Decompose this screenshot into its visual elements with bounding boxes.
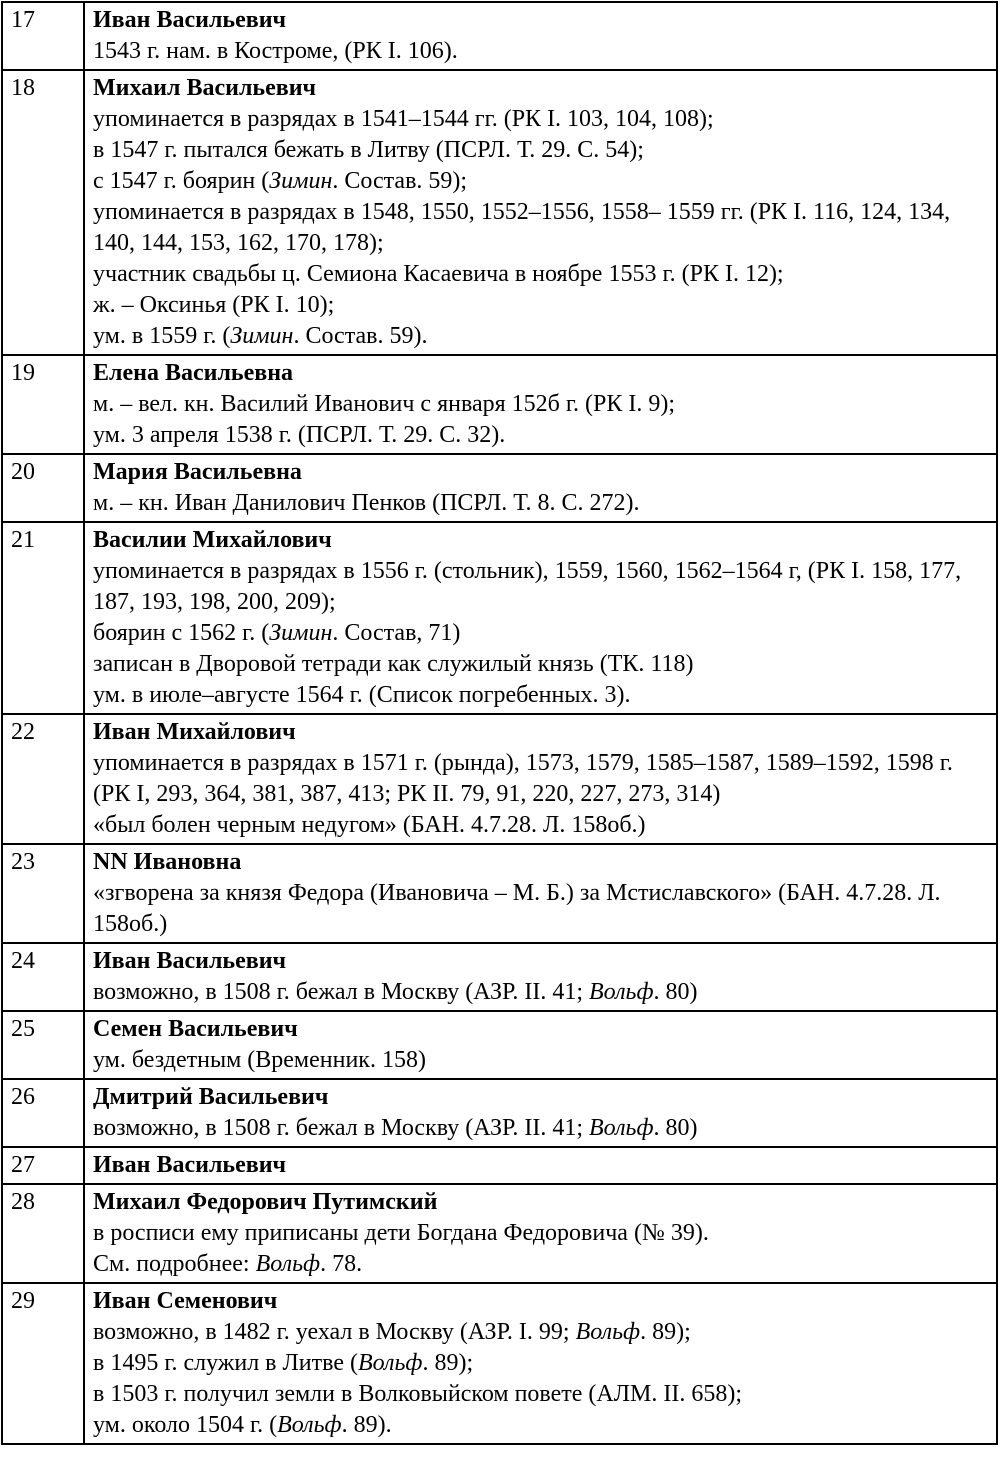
entry-line bbox=[93, 1113, 990, 1144]
entry-text: . Состав. 59). bbox=[293, 323, 428, 349]
genealogy-table-body bbox=[2, 2, 997, 1444]
entry-content bbox=[84, 844, 997, 943]
table-row bbox=[2, 1283, 997, 1444]
entry-line bbox=[93, 104, 990, 135]
entry-name: Иван Михайлович bbox=[93, 719, 296, 745]
entry-text: «был болен черным недугом» (БАН. 4.7.28. Л. 158об.) bbox=[93, 812, 646, 838]
entry-line bbox=[93, 1348, 990, 1379]
entry-text: ум. в 1559 г. ( bbox=[93, 323, 231, 349]
entry-number: 21 bbox=[2, 522, 84, 714]
citation-author: Вольф bbox=[357, 1350, 423, 1376]
entry-content bbox=[84, 1079, 997, 1147]
entry-line bbox=[93, 618, 990, 649]
entry-name: Василии Михайлович bbox=[93, 527, 332, 553]
entry-line bbox=[93, 1317, 990, 1348]
entry-name: Иван Васильевич bbox=[93, 7, 287, 33]
entry-line bbox=[93, 488, 990, 519]
entry-number: 26 bbox=[2, 1079, 84, 1147]
entry-line bbox=[93, 135, 990, 166]
entry-number: 20 bbox=[2, 454, 84, 522]
entry-text: ум. около 1504 г. ( bbox=[93, 1412, 278, 1438]
entry-line bbox=[93, 1045, 990, 1076]
entry-text: . 78. bbox=[320, 1251, 363, 1277]
entry-content bbox=[84, 2, 997, 70]
entry-number: 18 bbox=[2, 70, 84, 355]
entry-text: ум. бездетным (Временник. 158) bbox=[93, 1047, 426, 1073]
entry-name: Иван Семенович bbox=[93, 1288, 278, 1314]
table-row bbox=[2, 1184, 997, 1283]
entry-name: Иван Васильевич bbox=[93, 1152, 287, 1178]
entry-text: ж. – Оксинья (РК I. 10); bbox=[93, 292, 335, 318]
entry-content bbox=[84, 714, 997, 844]
entry-content bbox=[84, 1147, 997, 1184]
entry-text: . Состав. 59); bbox=[332, 168, 468, 194]
entry-text: ум. в июле–августе 1564 г. (Список погребенных. 3). bbox=[93, 682, 631, 708]
citation-author: Зимин bbox=[269, 620, 333, 646]
entry-text: . 80) bbox=[653, 1115, 698, 1141]
entry-line bbox=[93, 810, 990, 841]
entry-number: 27 bbox=[2, 1147, 84, 1184]
citation-author: Вольф bbox=[277, 1412, 342, 1438]
entry-name: NN Ивановна bbox=[93, 849, 242, 875]
entry-text: «згворена за князя Федора (Ивановича – М. Б.) за Мстиславского» (БАН. 4.7.28. Л. 158об.) bbox=[93, 880, 941, 937]
entry-text: м. – кн. Иван Данилович Пенков (ПСРЛ. Т. 8. С. 272). bbox=[93, 490, 640, 516]
entry-text: упоминается в разрядах в 1571 г. (рында), 1573, 1579, 1585–1587, 1589–1592, 1598 г. (РК I, 293, 364, 381, 387, 413; РК II. 79, 91, 220, 227, 273, 314) bbox=[93, 750, 953, 807]
entry-line bbox=[93, 321, 990, 352]
table-row bbox=[2, 355, 997, 454]
entry-line bbox=[93, 878, 990, 940]
entry-text: в 1503 г. получил земли в Волковыйском повете (АЛМ. II. 658); bbox=[93, 1381, 742, 1407]
entry-line bbox=[93, 259, 990, 290]
entry-content bbox=[84, 355, 997, 454]
table-row bbox=[2, 943, 997, 1011]
entry-name: Михаил Федорович Путимский bbox=[93, 1189, 438, 1215]
entry-line bbox=[93, 1218, 990, 1249]
citation-author: Зимин bbox=[269, 168, 333, 194]
entry-name: Дмитрий Васильевич bbox=[93, 1084, 329, 1110]
entry-number: 17 bbox=[2, 2, 84, 70]
table-row bbox=[2, 714, 997, 844]
entry-number: 24 bbox=[2, 943, 84, 1011]
entry-name: Иван Васильевич bbox=[93, 948, 287, 974]
entry-line bbox=[93, 389, 990, 420]
entry-line bbox=[93, 166, 990, 197]
entry-content bbox=[84, 454, 997, 522]
entry-line bbox=[93, 36, 990, 67]
entry-content bbox=[84, 1011, 997, 1079]
entry-text: м. – вел. кн. Василий Иванович с января 152б г. (РК I. 9); bbox=[93, 391, 676, 417]
entry-content bbox=[84, 943, 997, 1011]
table-row bbox=[2, 454, 997, 522]
entry-content bbox=[84, 1283, 997, 1444]
table-row bbox=[2, 844, 997, 943]
entry-text: возможно, в 1508 г. бежал в Москву (АЗР. II. 41; bbox=[93, 979, 590, 1005]
entry-text: возможно, в 1508 г. бежал в Москву (АЗР. II. 41; bbox=[93, 1115, 590, 1141]
entry-line bbox=[93, 748, 990, 810]
entry-number: 19 bbox=[2, 355, 84, 454]
entry-line bbox=[93, 1379, 990, 1410]
entry-line bbox=[93, 977, 990, 1008]
entry-number: 28 bbox=[2, 1184, 84, 1283]
entry-number: 29 bbox=[2, 1283, 84, 1444]
entry-text: ум. 3 апреля 1538 г. (ПСРЛ. Т. 29. С. 32). bbox=[93, 422, 506, 448]
entry-line bbox=[93, 680, 990, 711]
entry-content bbox=[84, 70, 997, 355]
entry-line bbox=[93, 1410, 990, 1441]
table-row bbox=[2, 1011, 997, 1079]
genealogy-table bbox=[1, 1, 998, 1445]
entry-text: . 89). bbox=[341, 1412, 392, 1438]
entry-name: Михаил Васильевич bbox=[93, 75, 317, 101]
entry-text: . Состав, 71) bbox=[332, 620, 461, 646]
entry-name: Елена Васильевна bbox=[93, 360, 294, 386]
citation-author: Вольф bbox=[589, 979, 654, 1005]
citation-author: Вольф bbox=[255, 1251, 321, 1277]
table-row bbox=[2, 1147, 997, 1184]
entry-text: с 1547 г. боярин ( bbox=[93, 168, 270, 194]
entry-text: 1543 г. нам. в Костроме, (РК I. 106). bbox=[93, 38, 458, 64]
entry-text: . 80) bbox=[653, 979, 698, 1005]
entry-line bbox=[93, 290, 990, 321]
entry-text: . 89); bbox=[422, 1350, 474, 1376]
entry-text: упоминается в разрядах в 1541–1544 гг. (РК I. 103, 104, 108); bbox=[93, 106, 714, 132]
entry-text: в 1547 г. пытался бежать в Литву (ПСРЛ. Т. 29. С. 54); bbox=[93, 137, 644, 163]
entry-number: 23 bbox=[2, 844, 84, 943]
entry-text: в росписи ему приписаны дети Богдана Федоровича (№ 39). bbox=[93, 1220, 709, 1246]
entry-text: записан в Дворовой тетради как служилый князь (ТК. 118) bbox=[93, 651, 694, 677]
entry-text: . 89); bbox=[640, 1319, 691, 1345]
entry-line bbox=[93, 1249, 990, 1280]
citation-author: Вольф bbox=[575, 1319, 641, 1345]
citation-author: Зимин bbox=[230, 323, 294, 349]
entry-content bbox=[84, 1184, 997, 1283]
entry-text: в 1495 г. служил в Литве ( bbox=[93, 1350, 358, 1376]
entry-line bbox=[93, 420, 990, 451]
entry-number: 25 bbox=[2, 1011, 84, 1079]
table-row bbox=[2, 1079, 997, 1147]
entry-name: Семен Васильевич bbox=[93, 1016, 298, 1042]
citation-author: Вольф bbox=[589, 1115, 654, 1141]
entry-line bbox=[93, 556, 990, 618]
entry-line bbox=[93, 197, 990, 259]
entry-line bbox=[93, 649, 990, 680]
entry-name: Мария Васильевна bbox=[93, 459, 302, 485]
table-row bbox=[2, 2, 997, 70]
entry-content bbox=[84, 522, 997, 714]
entry-text: участник свадьбы ц. Семиона Касаевича в ноябре 1553 г. (РК I. 12); bbox=[93, 261, 784, 287]
entry-text: упоминается в разрядах в 1556 г. (стольник), 1559, 1560, 1562–1564 г, (РК I. 158, 177, 187, 193, 198, 200, 209); bbox=[93, 558, 962, 615]
entry-text: боярин с 1562 г. ( bbox=[93, 620, 270, 646]
entry-number: 22 bbox=[2, 714, 84, 844]
table-row bbox=[2, 522, 997, 714]
entry-text: возможно, в 1482 г. уехал в Москву (АЗР. I. 99; bbox=[93, 1319, 576, 1345]
entry-text: См. подробнее: bbox=[93, 1251, 256, 1277]
entry-text: упоминается в разрядах в 1548, 1550, 1552–1556, 1558– 1559 гг. (РК I. 116, 124, 134, 140, 144, 153, 162, 170, 178); bbox=[93, 199, 951, 256]
table-row bbox=[2, 70, 997, 355]
